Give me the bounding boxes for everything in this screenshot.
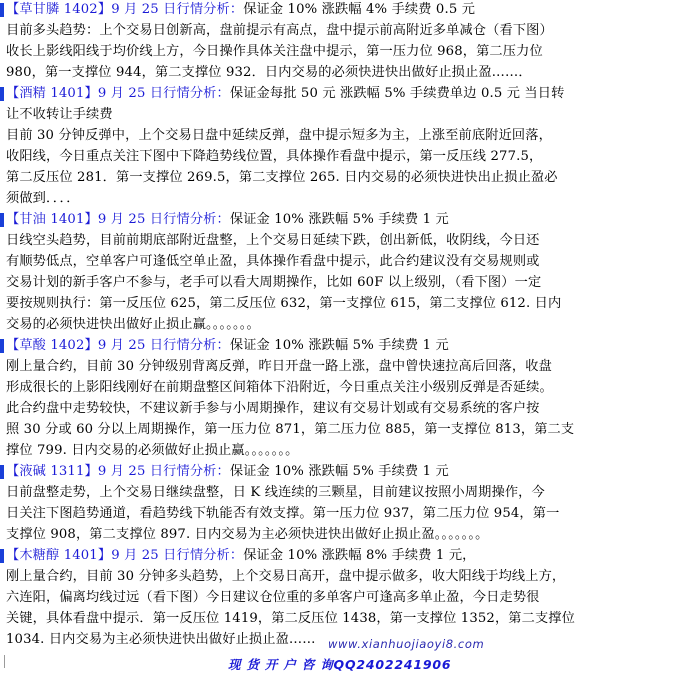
section-6-title: 【木糖醇 1401】9 月 25 日行情分析： [6,548,244,563]
section-3-line-1: 日线空头趋势，目前前期底部附近盘整，上个交易日延续下跌，创出新低，收阴线，今日还 [6,233,540,248]
section-6-line-4: 1034. 日内交易为主必须快进快出做好止损止盈…… [6,632,316,647]
text-cursor [4,655,5,668]
section-3-title: 【甘油 1401】9 月 25 日行情分析： [6,212,230,227]
section-1-terms: 保证金 10% 涨跌幅 4% 手续费 0.5 元 [243,2,476,17]
footer-contact: 现 货 开 户 咨 询QQ2402241906 [228,657,452,672]
section-6-line-3: 关键，具体看盘中提示．第一反压位 1419，第二反压位 1438，第一支撑位 1352，第二支撑位 [6,611,575,626]
section-2-line-1: 让不收转让手续费 [6,107,113,122]
section-marker-1 [0,3,4,17]
footer-website: www.xianhuojiaoyi8.com [328,637,485,651]
section-3-header [6,210,686,230]
section-6-line-2: 六连阳，偏离均线过远（看下图）今日建议仓位重的多单客户可逢高多单止盈，今日走势很 [6,590,540,605]
section-5-line-2: 日关注下图趋势通道，看趋势线下轨能否有效支撑。第一压力位 937，第二压力位 954，第一 [6,506,560,521]
section-marker-2 [0,87,4,101]
section-2-terms: 保证金每批 50 元 涨跌幅 5% 手续费单边 0.5 元 当日转 [229,86,565,101]
section-6-terms: 保证金 10% 涨跌幅 8% 手续费 1 元， [243,548,476,563]
section-4-terms: 保证金 10% 涨跌幅 5% 手续费 1 元 [229,338,449,353]
section-1-title: 【草甘膦 1402】9 月 25 日行情分析： [6,2,244,17]
section-2-header [6,84,686,104]
section-4-line-1: 刚上量合约，目前 30 分钟级别背离反弹，昨日开盘一路上涨，盘中曾快速拉高后回落，收盘 [6,359,552,374]
section-marker-6 [0,549,4,563]
section-4-line-3: 此合约盘中走势较快，不建议新手参与小周期操作，建议有交易计划或有交易系统的客户按 [6,401,540,416]
section-4-line-2: 形成很长的上影阳线刚好在前期盘整区间箱体下沿附近，今日重点关注小级别反弹是否延续。 [6,380,553,395]
section-2-line-5: 须做到．．．． [6,191,80,206]
section-4-line-5: 撑位 799. 日内交易的必须做好止损止赢。。。。。。。 [6,443,299,458]
section-5-header [6,462,686,482]
section-3-line-5: 交易的必须快进快出做好止损止赢。。。。。。。 [6,317,260,332]
section-5-line-3: 支撑位 908，第二支撑位 897. 日内交易为主必须快进快出做好止损止盈。。。。。。。 [6,527,489,542]
section-3-line-2: 有顺势低点，空单客户可逢低空单止盈，具体操作看盘中提示，此合约建议没有交易规则或 [6,254,540,269]
section-4-title: 【草酸 1402】9 月 25 日行情分析： [6,338,230,353]
section-4-header [6,336,686,356]
section-6-header [6,546,686,566]
section-1-header [6,0,686,20]
section-marker-3 [0,213,4,227]
section-5-terms: 保证金 10% 涨跌幅 5% 手续费 1 元 [229,464,449,479]
section-3-line-4: 要按规则执行：第一反压位 625，第二反压位 632，第一支撑位 615，第二支撑位 612. 日内 [6,296,562,311]
section-5-title: 【液碱 1311】9 月 25 日行情分析： [6,464,230,479]
section-4-line-4: 照 30 分或 60 分以上周期操作，第一压力位 871，第二压力位 885，第一支撑位 813，第二支 [6,422,575,437]
section-3-terms: 保证金 10% 涨跌幅 5% 手续费 1 元 [229,212,449,227]
section-3-line-3: 交易计划的新手客户不参与，老手可以看大周期操作，比如 60F 以上级别，（看下图）一定 [6,275,542,290]
section-6-line-1: 刚上量合约，目前 30 分钟多头趋势，上个交易日高开，盘中提示做多，收大阳线于均线上方， [6,569,566,584]
section-2-line-2: 目前 30 分钟反弹中，上个交易日盘中延续反弹，盘中提示短多为主，上涨至前底附近回落， [6,128,552,143]
section-5-line-1: 日前盘整走势，上个交易日继续盘整，日 K 线连续的三颗星，目前建议按照小周期操作，今 [6,485,545,500]
section-2-title: 【酒精 1401】9 月 25 日行情分析： [6,86,230,101]
section-1-line-3: 980，第一支撑位 944，第二支撑位 932．日内交易的必须快进快出做好止损止盈……． [6,65,532,80]
section-marker-5 [0,465,4,479]
section-2-line-4: 第二反压位 281．第一支撑位 269.5，第二支撑位 265. 日内交易的必须快进快出止损止盈必 [6,170,558,185]
section-1-line-1: 目前多头趋势：上个交易日创新高，盘前提示有高点，盘中提示前高附近多单减仓（看下图） [6,23,553,38]
section-2-line-3: 收阳线，今日重点关注下图中下降趋势线位置，具体操作看盘中提示，第一反压线 277.5， [6,149,543,164]
section-1-line-2: 收长上影线阳线于均价线上方，今日操作具体关注盘中提示，第一压力位 968，第二压力位 [6,44,543,59]
section-marker-4 [0,339,4,353]
